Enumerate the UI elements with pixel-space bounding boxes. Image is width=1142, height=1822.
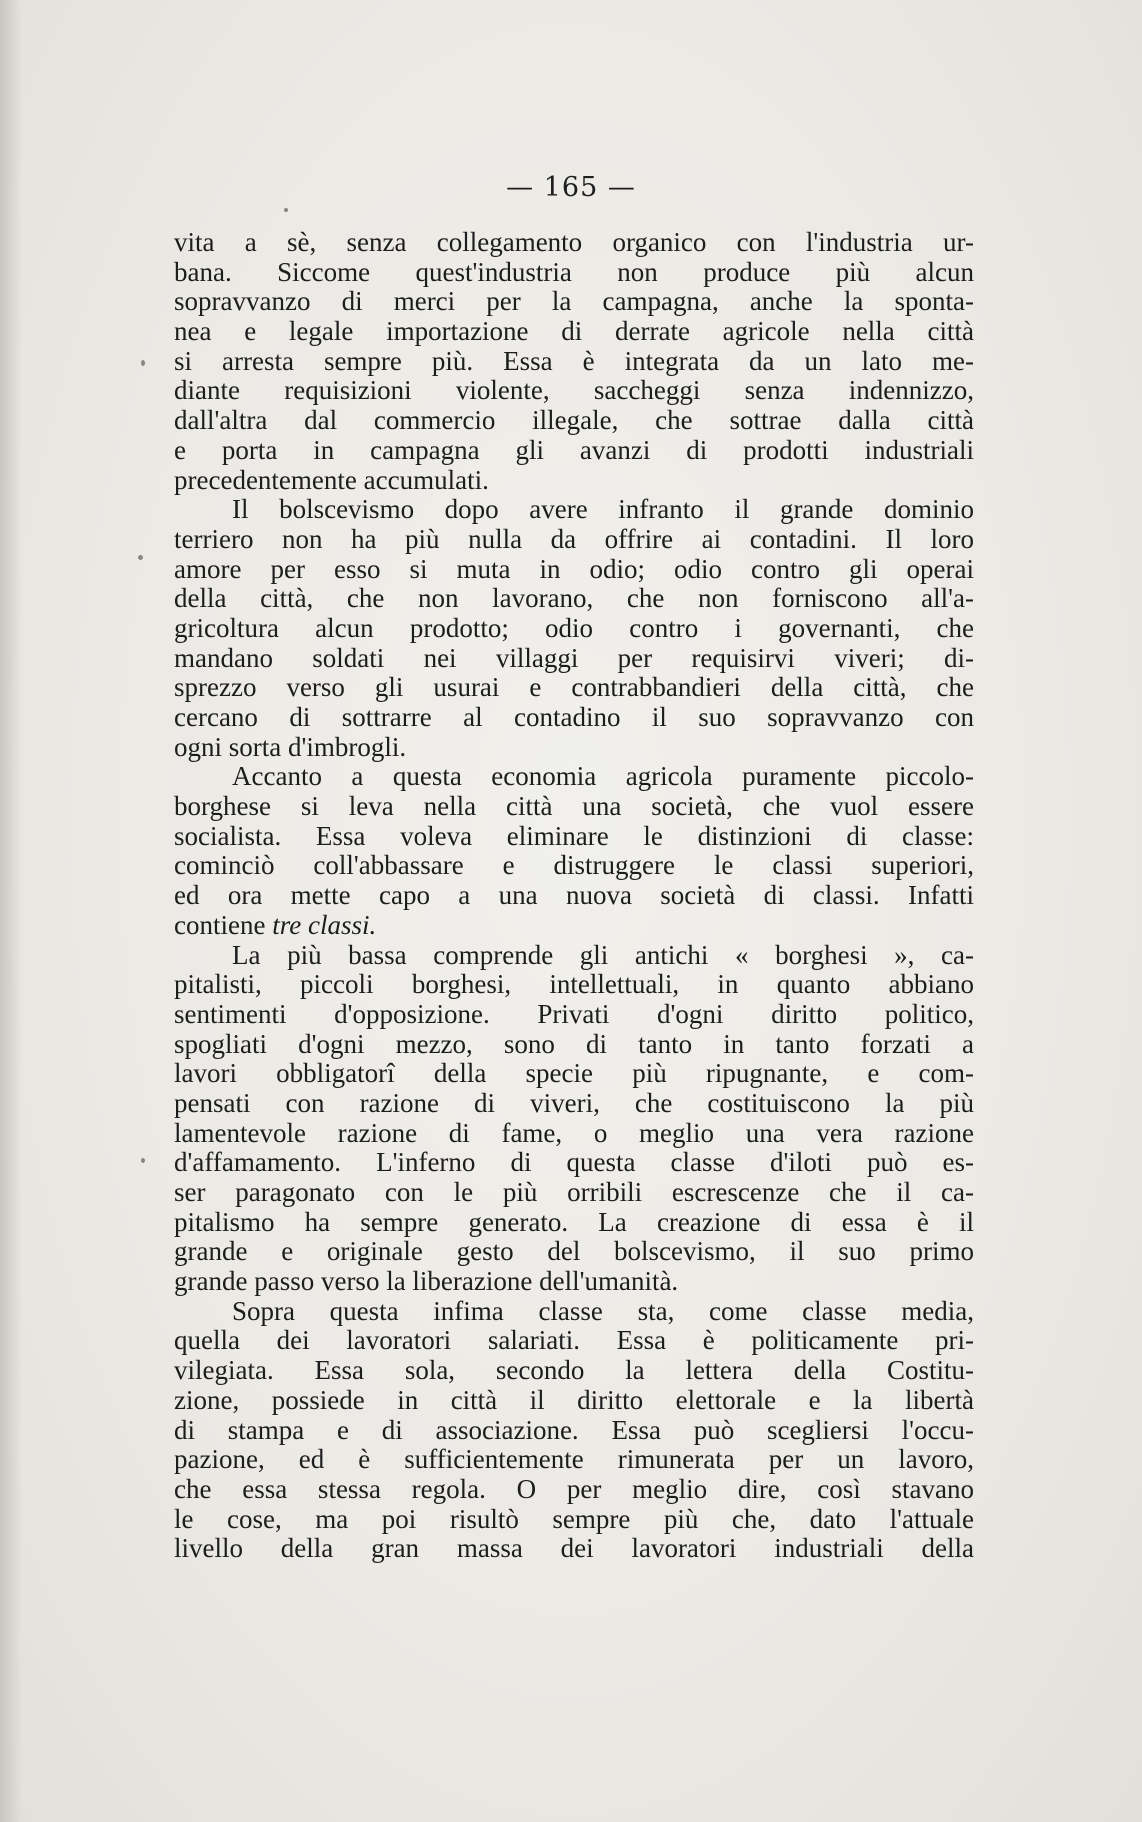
text-line: lavori obbligatorî della specie più ripugnante, e com- (174, 1058, 974, 1089)
text-line: terriero non ha più nulla da offrire ai contadini. Il loro (174, 523, 974, 554)
text-line: ed ora mette capo a una nuova società di classi. Infatti (174, 880, 974, 911)
text-line: borghese si leva nella città una società, che vuol essere (174, 791, 974, 822)
paragraph (174, 495, 974, 762)
text-line: dall'altra dal commercio illegale, che sottrae dalla città (174, 405, 974, 436)
text-line: lamentevole razione di fame, o meglio una vera razione (174, 1117, 974, 1148)
text-line: di stampa e di associazione. Essa può scegliersi l'occu- (174, 1414, 974, 1445)
paper-speck (141, 1158, 145, 1163)
text-line: si arresta sempre più. Essa è integrata da un lato me- (174, 345, 974, 376)
text-fragment: contiene (174, 909, 266, 940)
text-line: pensati con razione di viveri, che costituiscono la più (174, 1087, 974, 1118)
text-line: Accanto a questa economia agricola puramente piccolo- (232, 761, 974, 792)
text-line: zione, possiede in città il diritto elettorale e la libertà (174, 1384, 974, 1415)
text-line: amore per esso si muta in odio; odio contro gli operai (174, 553, 974, 584)
text-line: sentimenti d'opposizione. Privati d'ogni diritto politico, (174, 998, 974, 1029)
text-line: d'affamamento. L'inferno di questa classe d'iloti può es- (174, 1147, 974, 1178)
text-line (174, 911, 974, 941)
text-line: mandano soldati nei villaggi per requisirvi viveri; di- (174, 642, 974, 673)
text-line: spogliati d'ogni mezzo, sono di tanto in tanto forzati a (174, 1028, 974, 1059)
text-line: sprezzo verso gli usurai e contrabbandieri della città, che (174, 672, 974, 703)
text-line: precedentemente accumulati. (174, 464, 489, 495)
text-line: ser paragonato con le più orribili escrescenze che il ca- (174, 1177, 974, 1207)
paragraph (174, 941, 974, 1297)
paragraph (174, 1297, 974, 1564)
text-line: nea e legale importazione di derrate agricole nella città (174, 316, 974, 347)
text-line: cominciò coll'abbassare e distruggere le classi superiori, (174, 850, 974, 881)
text-line: pitalisti, piccoli borghesi, intellettuali, in quanto abbiano (174, 969, 974, 1000)
text-line: grande e originale gesto del bolscevismo, il suo primo (174, 1236, 974, 1267)
text-line: socialista. Essa voleva eliminare le distinzioni di classe: (174, 820, 974, 851)
text-line: diante requisizioni violente, saccheggi senza indennizzo, (174, 375, 974, 406)
emphasis-text: tre classi. (272, 909, 377, 940)
text-line: gricoltura alcun prodotto; odio contro i governanti, che (174, 612, 974, 643)
text-line: livello della gran massa dei lavoratori industriali della (174, 1533, 974, 1564)
paper-speck (138, 555, 143, 560)
text-line: le cose, ma poi risultò sempre più che, dato l'attuale (174, 1503, 974, 1534)
binding-shadow (0, 0, 22, 1822)
text-line: pitalismo ha sempre generato. La creazione di essa è il (174, 1206, 974, 1237)
paragraph (174, 762, 974, 940)
text-line: pazione, ed è sufficientemente rimunerata per un lavoro, (174, 1444, 974, 1475)
text-line: vilegiata. Essa sola, secondo la lettera della Costitu- (174, 1355, 974, 1386)
body-text (174, 228, 974, 1564)
text-line: quella dei lavoratori salariati. Essa è politicamente pri- (174, 1325, 974, 1356)
text-line: che essa stessa regola. O per meglio dire, così stavano (174, 1473, 974, 1504)
text-line: La più bassa comprende gli antichi « borghesi », ca- (232, 939, 974, 970)
page-number: — 165 — (506, 172, 636, 203)
text-line: bana. Siccome quest'industria non produce più alcun (174, 256, 974, 287)
text-line: grande passo verso la liberazione dell'umanità. (174, 1266, 679, 1297)
text-line: Sopra questa infima classe sta, come classe media, (232, 1295, 974, 1326)
text-line: e porta in campagna gli avanzi di prodotti industriali (174, 434, 974, 465)
text-line: vita a sè, senza collegamento organico con l'industria ur- (174, 227, 974, 257)
paper-speck (284, 208, 288, 212)
text-line: ogni sorta d'imbrogli. (174, 731, 407, 762)
paragraph (174, 228, 974, 495)
text-line: sopravvanzo di merci per la campagna, anche la sponta- (174, 286, 974, 317)
text-line: Il bolscevismo dopo avere infranto il grande dominio (232, 494, 974, 525)
paper-speck (141, 360, 145, 366)
text-line: cercano di sottrarre al contadino il suo sopravvanzo con (174, 702, 974, 732)
text-line: della città, che non lavorano, che non forniscono all'a- (174, 583, 974, 614)
